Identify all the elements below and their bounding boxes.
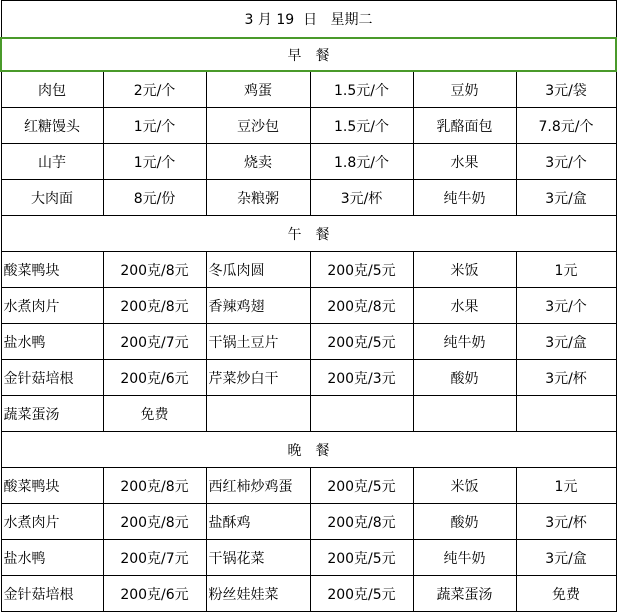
menu-row (1, 396, 616, 432)
item-name: 盐水鸭 (1, 324, 103, 360)
item-name: 杂粮粥 (206, 180, 310, 216)
item-name: 纯牛奶 (413, 540, 516, 576)
item-price: 200克/5元 (310, 324, 413, 360)
item-price: 200克/8元 (310, 288, 413, 324)
item-price: 200克/8元 (103, 252, 206, 288)
item-name: 酸菜鸭块 (1, 252, 103, 288)
item-price: 3元/盒 (516, 540, 616, 576)
item-name: 芹菜炒白干 (206, 360, 310, 396)
menu-row (1, 360, 616, 396)
item-price: 3元/个 (516, 288, 616, 324)
item-name: 豆沙包 (206, 108, 310, 144)
item-name (413, 396, 516, 432)
item-name: 冬瓜肉圆 (206, 252, 310, 288)
item-price: 200克/5元 (310, 252, 413, 288)
item-price: 1元 (516, 468, 616, 504)
item-name: 酸菜鸭块 (1, 468, 103, 504)
item-price: 200克/8元 (103, 288, 206, 324)
section-title-breakfast[interactable]: 早 餐 (1, 38, 616, 71)
menu-row (1, 144, 616, 180)
item-name: 鸡蛋 (206, 71, 310, 108)
item-price (310, 396, 413, 432)
item-name: 山芋 (1, 144, 103, 180)
item-price: 3元/盒 (516, 180, 616, 216)
lunch-title-row (1, 216, 616, 252)
item-name: 乳酪面包 (413, 108, 516, 144)
menu-row (1, 180, 616, 216)
item-name: 豆奶 (413, 71, 516, 108)
breakfast-section (1, 71, 616, 216)
item-name: 米饭 (413, 468, 516, 504)
dinner-title-row (1, 432, 616, 468)
item-price: 200克/5元 (310, 540, 413, 576)
item-name: 米饭 (413, 252, 516, 288)
item-price: 200克/5元 (310, 468, 413, 504)
date-weekday: 星期二 (330, 12, 373, 28)
item-name (206, 396, 310, 432)
item-price: 2元/个 (103, 71, 206, 108)
item-name: 大肉面 (1, 180, 103, 216)
item-price: 1.5元/个 (310, 108, 413, 144)
item-price: 1.8元/个 (310, 144, 413, 180)
date-day: 19 (276, 12, 295, 28)
item-price: 200克/8元 (103, 468, 206, 504)
item-name: 烧卖 (206, 144, 310, 180)
item-name: 红糖馒头 (1, 108, 103, 144)
item-price: 免费 (516, 576, 616, 612)
item-price: 200克/7元 (103, 324, 206, 360)
item-name: 水煮肉片 (1, 288, 103, 324)
date-month-unit: 月 (257, 12, 272, 28)
menu-row (1, 324, 616, 360)
item-price: 200克/6元 (103, 576, 206, 612)
item-name: 金针菇培根 (1, 576, 103, 612)
lunch-section (1, 252, 616, 432)
item-price: 3元/盒 (516, 324, 616, 360)
menu-row (1, 540, 616, 576)
item-price: 8元/份 (103, 180, 206, 216)
item-name: 干锅土豆片 (206, 324, 310, 360)
menu-row (1, 504, 616, 540)
item-name: 干锅花菜 (206, 540, 310, 576)
breakfast-title-row (1, 38, 616, 71)
item-price: 3元/袋 (516, 71, 616, 108)
item-name: 纯牛奶 (413, 324, 516, 360)
item-price: 200克/3元 (310, 360, 413, 396)
item-price: 3元/杯 (516, 504, 616, 540)
item-name: 水果 (413, 144, 516, 180)
item-price: 3元/杯 (310, 180, 413, 216)
item-price: 200克/8元 (103, 504, 206, 540)
date-header (1, 1, 616, 39)
item-name: 香辣鸡翅 (206, 288, 310, 324)
item-name: 酸奶 (413, 360, 516, 396)
item-name: 金针菇培根 (1, 360, 103, 396)
item-name: 蔬菜蛋汤 (1, 396, 103, 432)
menu-row (1, 576, 616, 612)
item-name: 酸奶 (413, 504, 516, 540)
item-name: 西红柿炒鸡蛋 (206, 468, 310, 504)
item-name: 蔬菜蛋汤 (413, 576, 516, 612)
item-price: 1.5元/个 (310, 71, 413, 108)
item-price (516, 396, 616, 432)
section-title-lunch: 午 餐 (1, 216, 616, 252)
menu-row (1, 288, 616, 324)
item-name: 盐水鸭 (1, 540, 103, 576)
item-price: 200克/8元 (310, 504, 413, 540)
date-row (1, 1, 616, 39)
menu-row (1, 252, 616, 288)
date-day-unit: 日 (303, 12, 318, 28)
menu-row (1, 108, 616, 144)
item-price: 1元/个 (103, 108, 206, 144)
item-price: 3元/杯 (516, 360, 616, 396)
item-name: 粉丝娃娃菜 (206, 576, 310, 612)
item-price: 200克/7元 (103, 540, 206, 576)
item-price: 200克/6元 (103, 360, 206, 396)
item-name: 水煮肉片 (1, 504, 103, 540)
item-name: 水果 (413, 288, 516, 324)
item-price: 1元/个 (103, 144, 206, 180)
dinner-section (1, 468, 616, 612)
item-name: 盐酥鸡 (206, 504, 310, 540)
item-price: 200克/5元 (310, 576, 413, 612)
item-name: 纯牛奶 (413, 180, 516, 216)
item-price: 7.8元/个 (516, 108, 616, 144)
menu-row (1, 71, 616, 108)
item-price: 3元/个 (516, 144, 616, 180)
date-month: 3 (244, 12, 254, 28)
item-name: 肉包 (1, 71, 103, 108)
item-price: 1元 (516, 252, 616, 288)
item-price: 免费 (103, 396, 206, 432)
menu-row (1, 468, 616, 504)
section-title-dinner: 晚 餐 (1, 432, 616, 468)
